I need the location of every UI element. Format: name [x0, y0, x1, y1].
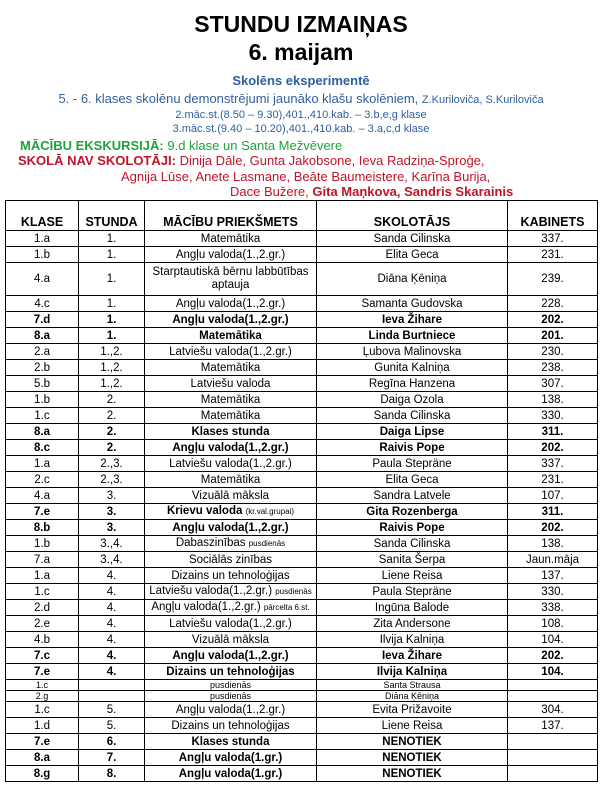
table-row: [6, 648, 598, 664]
cell-stunda: [79, 691, 145, 702]
cell-klase: 1.c: [6, 680, 79, 691]
cell-room: 307.: [508, 376, 598, 392]
cell-stunda: 2.: [79, 392, 145, 408]
cell-subject: Angļu valoda(1.,2.gr.): [145, 440, 317, 456]
cell-teacher: Sanda Cilinska: [317, 231, 508, 247]
experiment-main-text: 5. - 6. klases skolēnu demonstrējumi jaunāko klašu skolēniem,: [58, 91, 419, 106]
cell-teacher: Linda Burtniece: [317, 328, 508, 344]
subject-text: Angļu valoda(1.,2.gr.): [151, 601, 261, 613]
cell-room: 238.: [508, 360, 598, 376]
page-title: STUNDU IZMAIŅAS: [194, 11, 408, 37]
subject-text: Krievu valoda: [166, 505, 243, 517]
cell-subject: [145, 536, 317, 552]
absent-teachers-label: SKOLĀ NAV SKOLOTĀJI:: [18, 153, 176, 168]
subject-note: (kr.val.grupai): [245, 507, 295, 516]
cell-klase: 7.e: [6, 664, 79, 680]
cell-teacher: Liene Reisa: [317, 718, 508, 734]
cell-stunda: 2.: [79, 440, 145, 456]
header-klase: KLASE: [6, 201, 79, 231]
table-row: [6, 344, 598, 360]
cell-room: 104.: [508, 664, 598, 680]
cell-room: [508, 691, 598, 702]
cell-stunda: 4.: [79, 664, 145, 680]
subject-text: Dabaszinības: [175, 537, 246, 549]
table-row: [6, 680, 598, 691]
cell-stunda: 1.: [79, 247, 145, 263]
table-row: [6, 734, 598, 750]
header-subject: MĀCĪBU PRIEKŠMETS: [145, 201, 317, 231]
cell-stunda: 3.,4.: [79, 552, 145, 568]
excursion-text: 9.d klase un Santa Mežvēvere: [167, 138, 343, 153]
cell-room: Jaun.māja: [508, 552, 598, 568]
cell-klase: 4.a: [6, 263, 79, 296]
cell-klase: 8.c: [6, 440, 79, 456]
cell-room: 337.: [508, 231, 598, 247]
absent-teachers-line-1: [18, 153, 485, 169]
cell-stunda: 1.: [79, 328, 145, 344]
cell-stunda: 3.,4.: [79, 536, 145, 552]
cell-subject: Matemātika: [145, 408, 317, 424]
cell-subject: Vizuālā māksla: [145, 488, 317, 504]
experiment-description: [0, 91, 602, 108]
cell-klase: 2.c: [6, 472, 79, 488]
cell-teacher: Raivis Pope: [317, 520, 508, 536]
cell-teacher: Evita Prižavoite: [317, 702, 508, 718]
cell-klase: 2.a: [6, 344, 79, 360]
header-teacher: SKOLOTĀJS: [317, 201, 508, 231]
cell-teacher: Ieva Žihare: [317, 312, 508, 328]
table-body: [6, 231, 598, 782]
cell-stunda: 2.,3.: [79, 472, 145, 488]
cell-stunda: 4.: [79, 616, 145, 632]
subject-text: Latviešu valoda(1.,2.gr.): [149, 585, 273, 597]
cell-subject: Angļu valoda(1.,2.gr.): [145, 247, 317, 263]
absent-teachers-line-2: Agnija Lūse, Anete Lasmane, Beāte Baumeistere, Karīna Burija,: [121, 169, 491, 184]
experiment-names: Z.Kuriloviča, S.Kuriloviča: [421, 94, 544, 106]
table-header-row: [6, 201, 598, 231]
cell-stunda: 1.: [79, 263, 145, 296]
cell-subject: Angļu valoda(1.,2.gr.): [145, 702, 317, 718]
cell-klase: 7.a: [6, 552, 79, 568]
cell-teacher: Diāna Ķēniņa: [317, 691, 508, 702]
table-row: [6, 263, 598, 296]
cell-stunda: 5.: [79, 702, 145, 718]
table-row: [6, 312, 598, 328]
table-row: [6, 360, 598, 376]
table-row: [6, 568, 598, 584]
cell-subject: Latviešu valoda(1.,2.gr.): [145, 344, 317, 360]
cell-klase: 4.b: [6, 632, 79, 648]
absent-teachers-line-3: [230, 184, 513, 200]
cell-stunda: 1.,2.: [79, 376, 145, 392]
cell-klase: 8.a: [6, 424, 79, 440]
cell-klase: 4.c: [6, 296, 79, 312]
cell-teacher: Ieva Žihare: [317, 648, 508, 664]
table-row: [6, 456, 598, 472]
cell-klase: 7.e: [6, 504, 79, 520]
cell-klase: 1.c: [6, 408, 79, 424]
cell-teacher: Sandra Latvele: [317, 488, 508, 504]
cell-teacher: Diāna Ķēniņa: [317, 263, 508, 296]
cell-subject: Klases stunda: [145, 424, 317, 440]
subject-note: pusdienās: [248, 539, 286, 548]
cell-subject: Angļu valoda(1.,2.gr.): [145, 312, 317, 328]
cell-teacher: NENOTIEK: [317, 734, 508, 750]
cell-room: 230.: [508, 344, 598, 360]
table-row: [6, 616, 598, 632]
cell-subject: Angļu valoda(1.,2.gr.): [145, 648, 317, 664]
subject-note: pārcelta 6.st.: [263, 603, 310, 612]
cell-subject: Matemātika: [145, 231, 317, 247]
cell-room: 202.: [508, 520, 598, 536]
cell-room: 231.: [508, 247, 598, 263]
experiment-time-2: 2.māc.st.(8.50 – 9.30),401.,410.kab. – 3.b,e,g klase: [175, 109, 427, 121]
cell-stunda: 1.: [79, 231, 145, 247]
table-row: [6, 440, 598, 456]
table-row: [6, 520, 598, 536]
cell-teacher: Gita Rozenberga: [317, 504, 508, 520]
cell-klase: 2.b: [6, 360, 79, 376]
table-row: [6, 766, 598, 782]
cell-subject: Dizains un tehnoloģijas: [145, 568, 317, 584]
cell-room: [508, 680, 598, 691]
cell-teacher: Elita Geca: [317, 247, 508, 263]
cell-room: 202.: [508, 440, 598, 456]
cell-room: 138.: [508, 536, 598, 552]
cell-subject: Angļu valoda(1.gr.): [145, 766, 317, 782]
cell-room: 330.: [508, 408, 598, 424]
cell-subject: Angļu valoda(1.,2.gr.): [145, 296, 317, 312]
absent-teachers-names-1: Dinija Dāle, Gunta Jakobsone, Ieva Radziņa-Sproģe,: [179, 153, 485, 168]
cell-stunda: 1.,2.: [79, 344, 145, 360]
table-row: [6, 664, 598, 680]
cell-subject: Vizuālā māksla: [145, 632, 317, 648]
cell-subject: Angļu valoda(1.gr.): [145, 750, 317, 766]
cell-room: 202.: [508, 648, 598, 664]
cell-subject: Dizains un tehnoloģijas: [145, 718, 317, 734]
cell-klase: 1.c: [6, 702, 79, 718]
cell-subject: Klases stunda: [145, 734, 317, 750]
table-row: [6, 392, 598, 408]
cell-subject: Latviešu valoda(1.,2.gr.): [145, 456, 317, 472]
cell-klase: 2.e: [6, 616, 79, 632]
cell-klase: 8.b: [6, 520, 79, 536]
table-row: [6, 702, 598, 718]
table-row: [6, 504, 598, 520]
table-row: [6, 296, 598, 312]
cell-stunda: [79, 680, 145, 691]
cell-teacher: Ilvija Kalniņa: [317, 664, 508, 680]
cell-room: 138.: [508, 392, 598, 408]
cell-stunda: 3.: [79, 520, 145, 536]
cell-stunda: 1.: [79, 312, 145, 328]
header-room: KABINETS: [508, 201, 598, 231]
cell-klase: 1.d: [6, 718, 79, 734]
cell-stunda: 7.: [79, 750, 145, 766]
cell-room: 311.: [508, 504, 598, 520]
cell-klase: 8.a: [6, 328, 79, 344]
cell-room: 137.: [508, 718, 598, 734]
cell-teacher: Daiga Lipse: [317, 424, 508, 440]
cell-stunda: 4.: [79, 568, 145, 584]
absent-teachers-names-3-bold: Gita Maņkova, Sandris Skarainis: [312, 184, 514, 199]
excursion-label: MĀCĪBU EKSKURSIJĀ:: [20, 138, 164, 153]
cell-klase: 1.b: [6, 247, 79, 263]
cell-stunda: 3.: [79, 488, 145, 504]
cell-subject: Latviešu valoda(1.,2.gr.): [145, 616, 317, 632]
cell-klase: 7.e: [6, 734, 79, 750]
excursion-notice: [20, 138, 342, 154]
cell-subject: Matemātika: [145, 328, 317, 344]
cell-room: 108.: [508, 616, 598, 632]
cell-teacher: NENOTIEK: [317, 766, 508, 782]
cell-klase: 8.g: [6, 766, 79, 782]
cell-teacher: Sanita Šerpa: [317, 552, 508, 568]
table-row: [6, 376, 598, 392]
header-stunda: STUNDA: [79, 201, 145, 231]
cell-subject: Matemātika: [145, 472, 317, 488]
table-row: [6, 328, 598, 344]
table-row: [6, 691, 598, 702]
table-row: [6, 584, 598, 600]
cell-room: 304.: [508, 702, 598, 718]
cell-klase: 7.d: [6, 312, 79, 328]
cell-subject: [145, 504, 317, 520]
cell-room: 311.: [508, 424, 598, 440]
cell-klase: 1.c: [6, 584, 79, 600]
cell-klase: 8.a: [6, 750, 79, 766]
table-row: [6, 488, 598, 504]
cell-klase: 2.d: [6, 600, 79, 616]
cell-teacher: Elita Geca: [317, 472, 508, 488]
cell-stunda: 6.: [79, 734, 145, 750]
cell-subject: Sociālās zinības: [145, 552, 317, 568]
cell-teacher: Regīna Hanzena: [317, 376, 508, 392]
cell-subject: Matemātika: [145, 360, 317, 376]
cell-stunda: 5.: [79, 718, 145, 734]
cell-klase: 1.b: [6, 536, 79, 552]
cell-stunda: 2.: [79, 424, 145, 440]
page-date: 6. maijam: [248, 39, 354, 65]
cell-stunda: 1.: [79, 296, 145, 312]
table-row: [6, 408, 598, 424]
cell-teacher: Paula Stepräne: [317, 456, 508, 472]
experiment-title: Skolēns eksperimentē: [232, 73, 370, 88]
cell-room: 330.: [508, 584, 598, 600]
table-row: [6, 536, 598, 552]
cell-room: 338.: [508, 600, 598, 616]
table-row: [6, 231, 598, 247]
cell-room: [508, 750, 598, 766]
subject-note: pusdienās: [275, 587, 312, 596]
table-row: [6, 718, 598, 734]
cell-klase: 5.b: [6, 376, 79, 392]
table-row: [6, 552, 598, 568]
absent-teachers-names-3: Dace Bužere,: [230, 184, 309, 199]
cell-klase: 7.c: [6, 648, 79, 664]
cell-room: [508, 734, 598, 750]
cell-teacher: Gunita Kalniņa: [317, 360, 508, 376]
cell-subject: Matemātika: [145, 392, 317, 408]
cell-teacher: Samanta Gudovska: [317, 296, 508, 312]
cell-room: 337.: [508, 456, 598, 472]
cell-room: 137.: [508, 568, 598, 584]
experiment-time-3: 3.māc.st.(9.40 – 10.20),401.,410.kab. – 3.a,c,d klase: [172, 123, 430, 135]
cell-teacher: NENOTIEK: [317, 750, 508, 766]
cell-subject: [145, 600, 317, 616]
cell-room: 239.: [508, 263, 598, 296]
cell-klase: 1.a: [6, 231, 79, 247]
table-row: [6, 600, 598, 616]
cell-stunda: 4.: [79, 648, 145, 664]
cell-room: 107.: [508, 488, 598, 504]
cell-stunda: 4.: [79, 600, 145, 616]
table-row: [6, 632, 598, 648]
cell-stunda: 3.: [79, 504, 145, 520]
table-row: [6, 424, 598, 440]
cell-klase: 1.b: [6, 392, 79, 408]
cell-klase: 1.a: [6, 568, 79, 584]
cell-klase: 4.a: [6, 488, 79, 504]
schedule-table: [5, 200, 598, 782]
cell-teacher: Liene Reisa: [317, 568, 508, 584]
cell-klase: 1.a: [6, 456, 79, 472]
cell-teacher: Santa Strausa: [317, 680, 508, 691]
cell-room: [508, 766, 598, 782]
cell-teacher: Sanda Cilinska: [317, 408, 508, 424]
cell-teacher: Paula Stepräne: [317, 584, 508, 600]
cell-subject: Starptautiskā bērnu labbūtības aptauja: [145, 263, 317, 296]
cell-teacher: Zita Andersone: [317, 616, 508, 632]
cell-teacher: Ļubova Malinovska: [317, 344, 508, 360]
table-row: [6, 247, 598, 263]
cell-subject: pusdienās: [145, 691, 317, 702]
cell-teacher: Daiga Ozola: [317, 392, 508, 408]
cell-subject: Angļu valoda(1.,2.gr.): [145, 520, 317, 536]
cell-stunda: 2.,3.: [79, 456, 145, 472]
cell-room: 231.: [508, 472, 598, 488]
table-row: [6, 750, 598, 766]
cell-subject: Dizains un tehnoloģijas: [145, 664, 317, 680]
cell-room: 104.: [508, 632, 598, 648]
cell-teacher: Ilvija Kalniņa: [317, 632, 508, 648]
cell-teacher: Sanda Cilinska: [317, 536, 508, 552]
cell-subject: [145, 584, 317, 600]
cell-stunda: 1.,2.: [79, 360, 145, 376]
cell-stunda: 2.: [79, 408, 145, 424]
cell-subject: pusdienās: [145, 680, 317, 691]
table-row: [6, 472, 598, 488]
cell-room: 228.: [508, 296, 598, 312]
cell-stunda: 4.: [79, 632, 145, 648]
cell-subject: Latviešu valoda: [145, 376, 317, 392]
cell-stunda: 8.: [79, 766, 145, 782]
cell-teacher: Ingūna Balode: [317, 600, 508, 616]
cell-room: 201.: [508, 328, 598, 344]
cell-stunda: 4.: [79, 584, 145, 600]
cell-klase: 2.g: [6, 691, 79, 702]
cell-teacher: Raivis Pope: [317, 440, 508, 456]
cell-room: 202.: [508, 312, 598, 328]
